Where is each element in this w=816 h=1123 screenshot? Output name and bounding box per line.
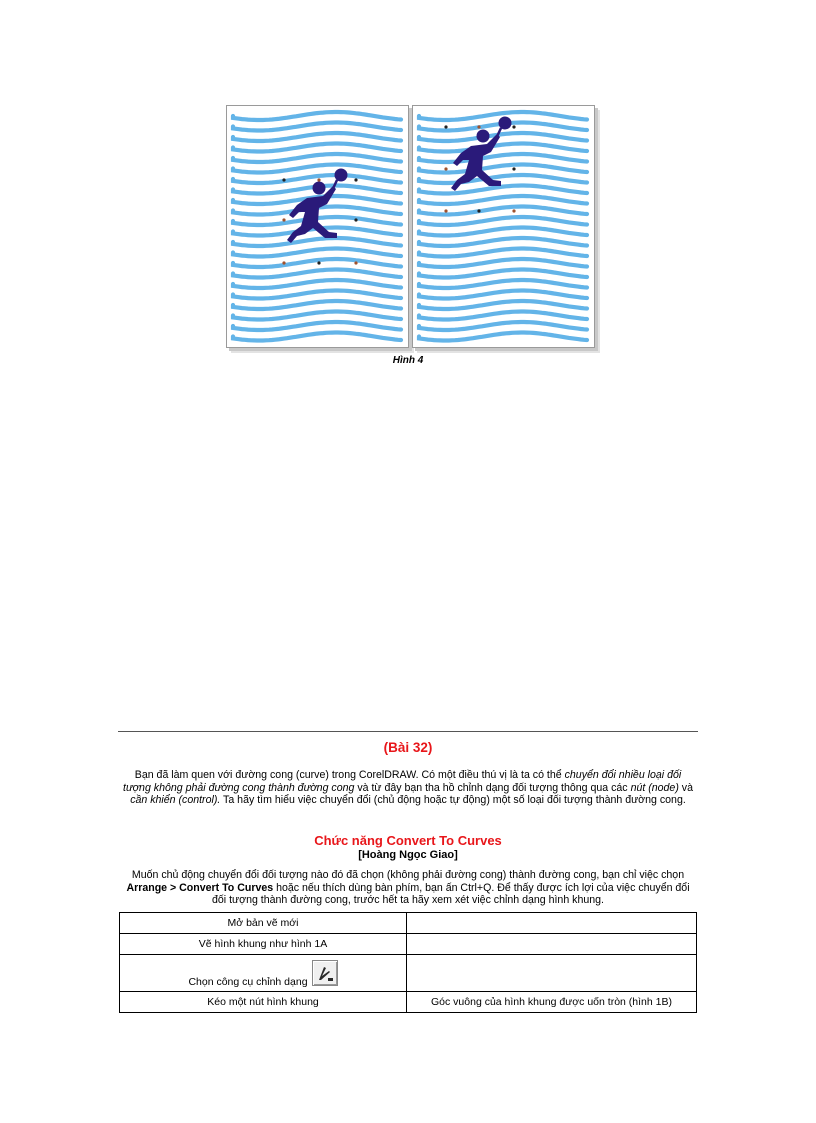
- node-handle: [477, 209, 480, 212]
- wave-illustration-right: [413, 106, 594, 347]
- wave-stripe: [233, 270, 401, 278]
- node-handle: [354, 218, 357, 221]
- intro-text-1: Bạn đã làm quen với đường cong (curve) trong CorelDRAW. Có một điều thú vị là ta có thể: [134, 769, 565, 781]
- intro-italic-1: chuyển đổi nhiều loại đối tượng không phải đường cong thành đường cong: [123, 769, 682, 794]
- wave-stripe: [233, 175, 401, 183]
- node-handle: [444, 167, 447, 170]
- wave-stripe: [233, 291, 401, 299]
- wave-stripe: [419, 333, 587, 341]
- figure-panel-left: [226, 105, 409, 348]
- wave-stripe: [233, 133, 401, 141]
- node-handle: [444, 209, 447, 212]
- table-row: [120, 955, 697, 992]
- horizontal-rule: [118, 731, 698, 732]
- figure-caption: Hình 4: [392, 355, 424, 366]
- table-row: [120, 913, 697, 934]
- wave-stripe: [233, 112, 401, 120]
- body-text-2: hoặc nếu thích dùng bàn phím, bạn ấn Ctrl+Q. Để thấy được ích lợi của việc chuyển đổi đối tượng thành đường cong, trước hết ta hãy xem xét việc chỉnh dạng hình khung.: [212, 881, 690, 907]
- lesson-label: (Bài 32): [383, 740, 433, 755]
- wave-stripe: [233, 238, 401, 246]
- menu-path: Arrange > Convert To Curves: [126, 881, 274, 894]
- section-title: Chức năng Convert To Curves: [314, 833, 502, 848]
- step-result: [407, 934, 697, 955]
- step-action: Chọn công cụ chỉnh dạng: [188, 976, 308, 988]
- body-paragraph: [122, 869, 694, 907]
- node-handle: [282, 261, 285, 264]
- wave-stripe: [419, 144, 587, 152]
- intro-text-2: và từ đây bạn tha hồ chỉnh dạng đối tượng thông qua các: [354, 781, 631, 794]
- node-handle: [512, 167, 515, 170]
- node-handle: [282, 218, 285, 221]
- wave-stripe: [419, 322, 587, 330]
- author-name: [Hoàng Ngọc Giao]: [358, 849, 458, 861]
- node-handle: [317, 261, 320, 264]
- node-handle: [444, 125, 447, 128]
- intro-italic-node: nút (node): [630, 781, 679, 794]
- node-handle: [512, 125, 515, 128]
- wave-stripe: [233, 154, 401, 162]
- intro-paragraph: [122, 769, 694, 807]
- table-row: [120, 992, 697, 1013]
- wave-stripe: [233, 312, 401, 320]
- wave-stripe: [233, 144, 401, 152]
- step-action: Vẽ hình khung như hình 1A: [120, 934, 407, 955]
- wave-stripe: [419, 270, 587, 278]
- step-action: Mở bản vẽ mới: [120, 913, 407, 934]
- step-result: Góc vuông của hình khung được uốn tròn (hình 1B): [407, 992, 697, 1013]
- wave-stripe: [233, 249, 401, 257]
- wave-stripe: [419, 249, 587, 257]
- wave-stripe: [233, 301, 401, 309]
- wave-stripe: [419, 165, 587, 173]
- wave-stripe: [233, 322, 401, 330]
- wave-stripe: [419, 196, 587, 204]
- table-row: [120, 934, 697, 955]
- wave-stripe: [419, 291, 587, 299]
- intro-text-3: và: [678, 781, 693, 794]
- wave-stripe: [419, 301, 587, 309]
- wave-stripe: [419, 133, 587, 141]
- figure-panel-right: [412, 105, 595, 348]
- wave-stripes: [419, 112, 587, 341]
- node-handle: [477, 125, 480, 128]
- shape-tool-icon: [312, 960, 338, 986]
- node-handle: [512, 209, 515, 212]
- wave-stripe: [419, 175, 587, 183]
- node-handle: [354, 261, 357, 264]
- step-action-cell: [120, 955, 407, 992]
- wave-stripe: [419, 154, 587, 162]
- wave-stripe: [419, 228, 587, 236]
- intro-italic-control: cần khiển (control).: [130, 794, 221, 807]
- step-result: [407, 913, 697, 934]
- wave-stripe: [419, 186, 587, 194]
- wave-stripe: [233, 165, 401, 173]
- node-handle: [317, 178, 320, 181]
- wave-stripe: [233, 123, 401, 131]
- wave-stripe: [233, 280, 401, 288]
- steps-table: [119, 912, 697, 1013]
- wave-stripe: [419, 207, 587, 215]
- step-result: [407, 955, 697, 992]
- wave-illustration-left: [227, 106, 408, 347]
- node-handle: [354, 178, 357, 181]
- body-text-1: Muốn chủ động chuyển đổi đối tượng nào đó đã chọn (không phải đường cong) thành đường cong, bạn chỉ việc chọn: [131, 869, 685, 881]
- wave-stripe: [419, 238, 587, 246]
- wave-stripe: [419, 259, 587, 267]
- wave-stripe: [419, 312, 587, 320]
- step-action: Kéo một nút hình khung: [120, 992, 407, 1013]
- wave-stripe: [233, 259, 401, 267]
- wave-stripe: [419, 217, 587, 225]
- wave-stripe: [419, 280, 587, 288]
- intro-text-4: Ta hãy tìm hiểu việc chuyển đổi (chủ động hoặc tự động) một số loại đối tượng thành đường cong.: [220, 794, 686, 807]
- wave-stripe: [233, 333, 401, 341]
- node-handle: [282, 178, 285, 181]
